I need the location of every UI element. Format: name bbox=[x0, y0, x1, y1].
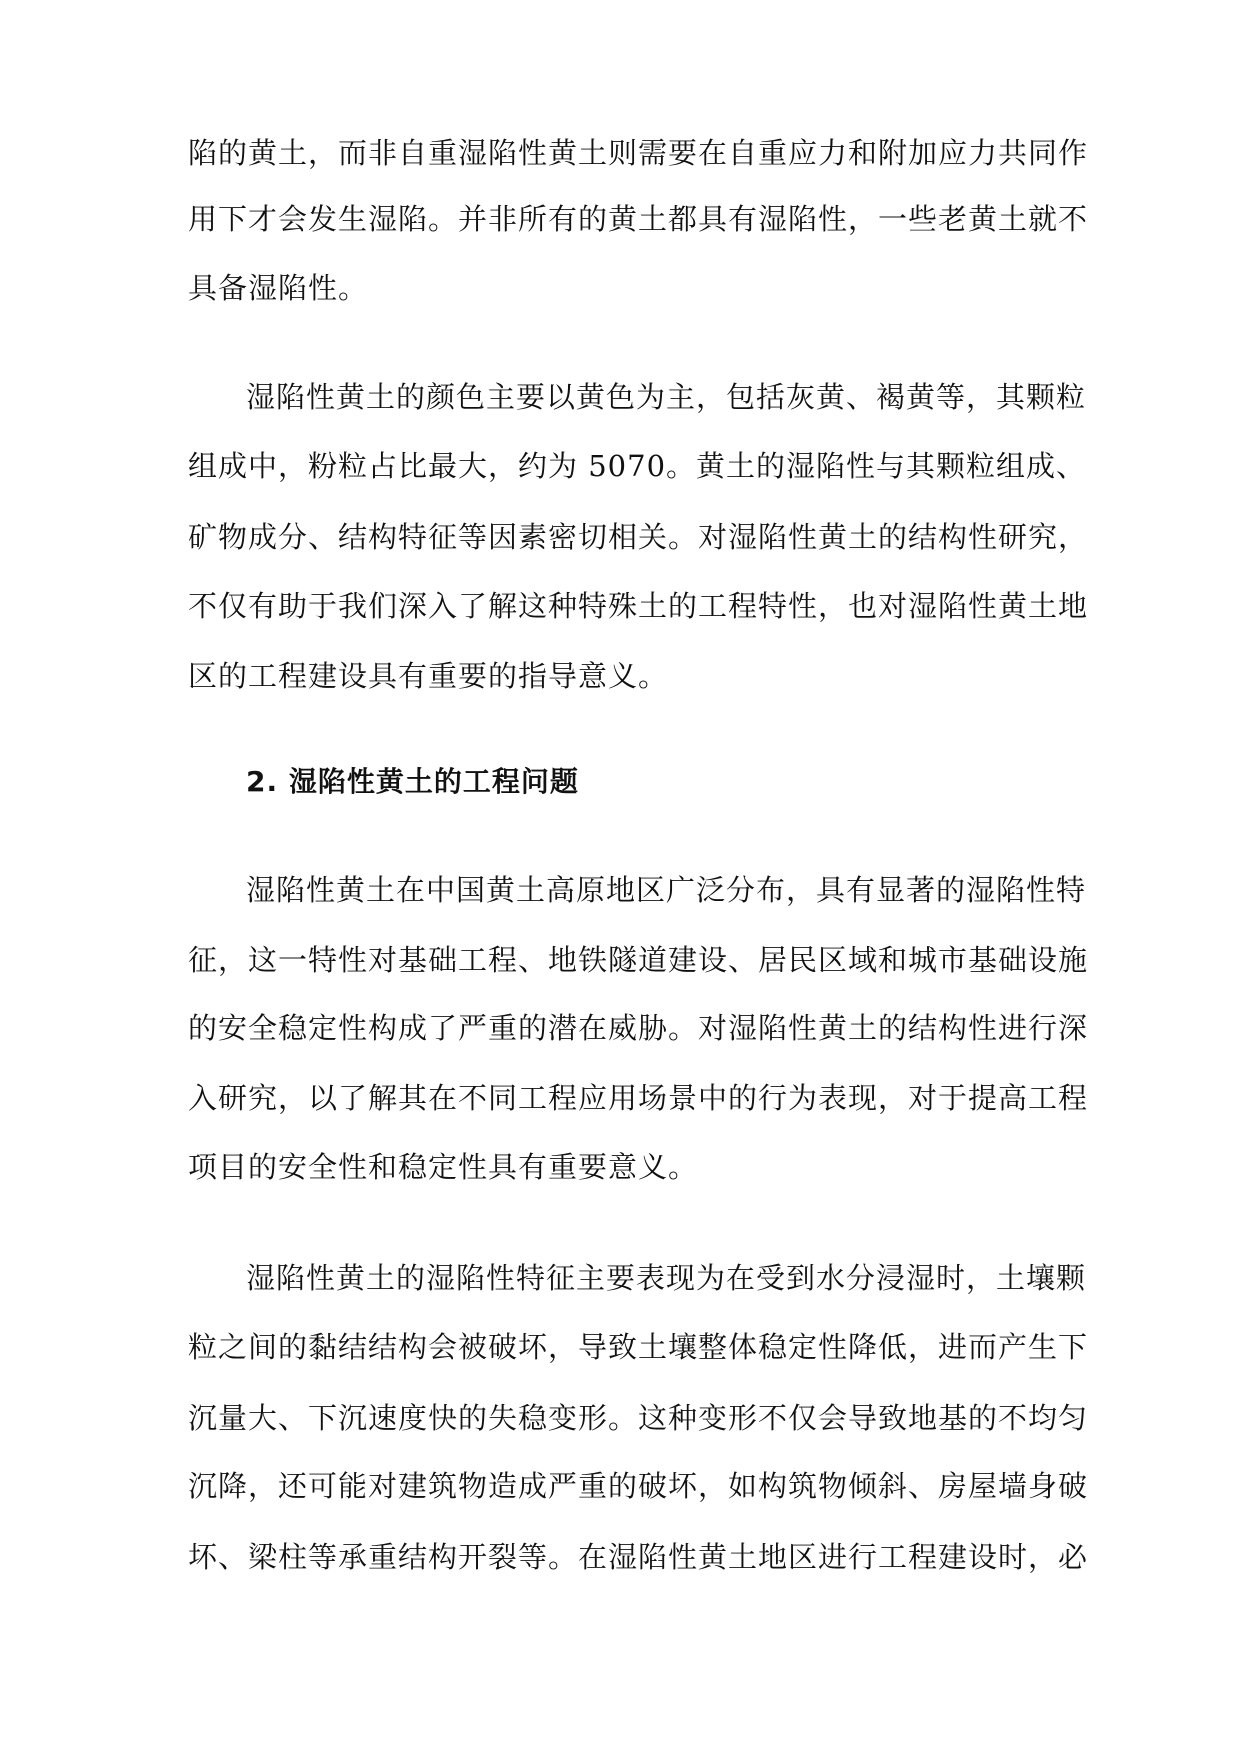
text-line: 的安全稳定性构成了严重的潜在威胁。对湿陷性黄土的结构性进行深 bbox=[188, 1011, 1089, 1045]
text-line: 粒之间的黏结结构会被破坏，导致土壤整体稳定性降低，进而产生下 bbox=[188, 1330, 1089, 1364]
text-line: 湿陷性黄土在中国黄土高原地区广泛分布，具有显著的湿陷性特 bbox=[246, 873, 1087, 907]
section-heading: 2. 湿陷性黄土的工程问题 bbox=[246, 765, 579, 798]
text-line: 沉降，还可能对建筑物造成严重的破坏，如构筑物倾斜、房屋墙身破 bbox=[188, 1469, 1089, 1503]
text-line: 矿物成分、结构特征等因素密切相关。对湿陷性黄土的结构性研究， bbox=[188, 520, 1089, 554]
text-line: 湿陷性黄土的湿陷性特征主要表现为在受到水分浸湿时，土壤颗 bbox=[246, 1261, 1087, 1295]
text-line: 用下才会发生湿陷。并非所有的黄土都具有湿陷性，一些老黄土就不 bbox=[188, 202, 1089, 236]
text-line: 不仅有助于我们深入了解这种特殊土的工程特性，也对湿陷性黄土地 bbox=[188, 589, 1089, 623]
text-line: 坏、梁柱等承重结构开裂等。在湿陷性黄土地区进行工程建设时，必 bbox=[188, 1540, 1089, 1574]
text-line: 项目的安全性和稳定性具有重要意义。 bbox=[188, 1150, 699, 1184]
text-line: 组成中，粉粒占比最大，约为 5070。黄土的湿陷性与其颗粒组成、 bbox=[188, 449, 1087, 483]
text-line: 具备湿陷性。 bbox=[188, 271, 369, 305]
text-line: 湿陷性黄土的颜色主要以黄色为主，包括灰黄、褐黄等，其颗粒 bbox=[246, 380, 1087, 414]
text-line: 征，这一特性对基础工程、地铁隧道建设、居民区域和城市基础设施 bbox=[188, 943, 1089, 977]
text-line: 区的工程建设具有重要的指导意义。 bbox=[188, 659, 669, 693]
text-line: 入研究，以了解其在不同工程应用场景中的行为表现，对于提高工程 bbox=[188, 1081, 1089, 1115]
text-line: 沉量大、下沉速度快的失稳变形。这种变形不仅会导致地基的不均匀 bbox=[188, 1401, 1089, 1435]
text-line: 陷的黄土，而非自重湿陷性黄土则需要在自重应力和附加应力共同作 bbox=[188, 136, 1089, 170]
